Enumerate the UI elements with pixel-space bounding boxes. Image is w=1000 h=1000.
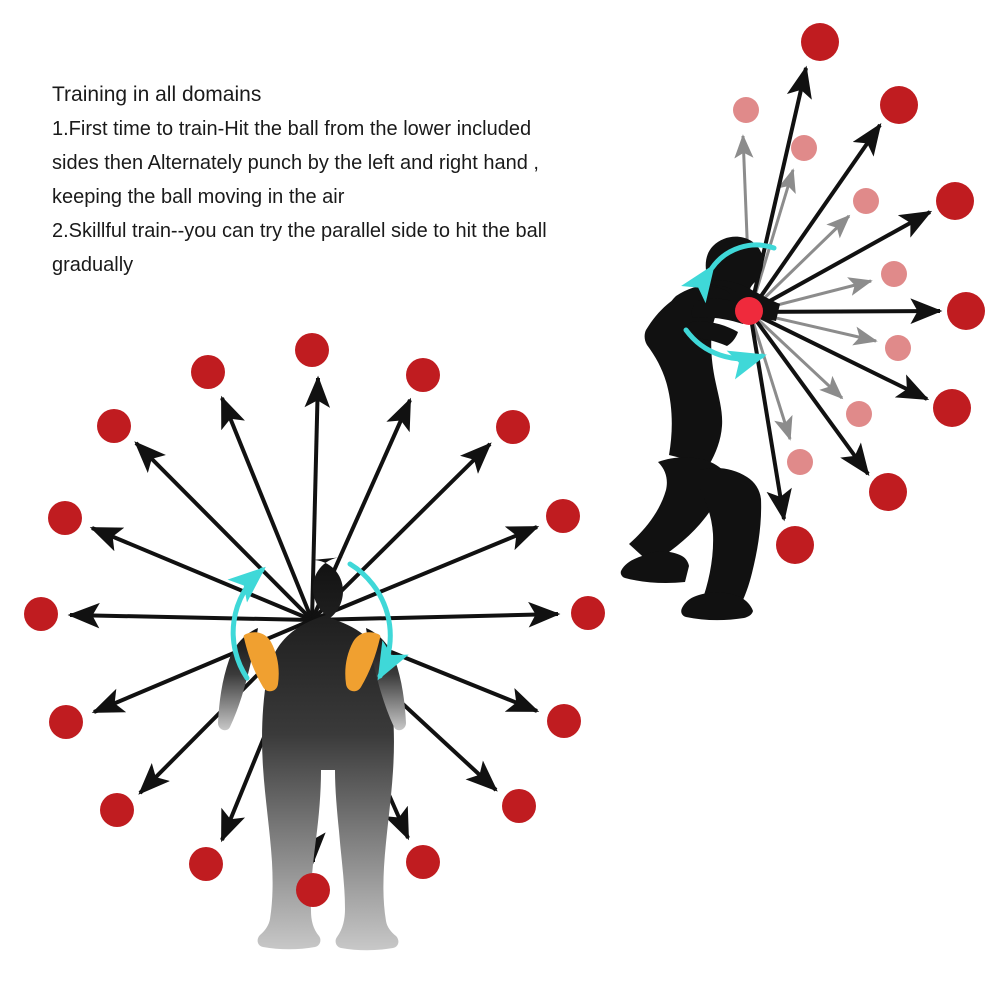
- instructions-line-4: 2.Skillful train--you can try the parallel side to hit the ball: [52, 220, 547, 242]
- black-arrow: [312, 614, 558, 620]
- black-arrow: [136, 443, 312, 620]
- instructions-line-1: 1.First time to train-Hit the ball from the lower included: [52, 118, 532, 140]
- target-ball: [406, 845, 440, 879]
- target-ball: [97, 409, 131, 443]
- faded-ball: [733, 97, 759, 123]
- target-ball: [49, 705, 83, 739]
- target-ball: [189, 847, 223, 881]
- faded-ball: [885, 335, 911, 361]
- black-arrow: [750, 311, 940, 312]
- target-ball: [296, 873, 330, 907]
- instructions-title: Training in all domains: [52, 83, 262, 106]
- side-view-boxer-scene: [621, 23, 985, 620]
- front-view-boxer-scene: [24, 333, 605, 950]
- instructions-line-3: keeping the ball moving in the air: [52, 186, 345, 208]
- target-ball: [776, 526, 814, 564]
- target-ball: [496, 410, 530, 444]
- target-ball: [406, 358, 440, 392]
- target-ball: [933, 389, 971, 427]
- target-ball: [547, 704, 581, 738]
- target-ball: [546, 499, 580, 533]
- target-ball: [880, 86, 918, 124]
- instructions-line-2: sides then Alternately punch by the left and right hand ,: [52, 152, 539, 174]
- target-ball: [48, 501, 82, 535]
- target-ball: [947, 292, 985, 330]
- side-boxer-silhouette: [621, 237, 780, 621]
- target-ball: [571, 596, 605, 630]
- black-arrow: [70, 615, 312, 620]
- faded-ball: [846, 401, 872, 427]
- faded-ball: [853, 188, 879, 214]
- instructions-line-5: gradually: [52, 254, 134, 276]
- target-ball: [24, 597, 58, 631]
- faded-ball: [787, 449, 813, 475]
- target-ball: [295, 333, 329, 367]
- target-ball: [191, 355, 225, 389]
- target-ball: [869, 473, 907, 511]
- target-ball: [100, 793, 134, 827]
- faded-ball: [791, 135, 817, 161]
- faded-ball: [881, 261, 907, 287]
- target-ball: [801, 23, 839, 61]
- side-faded-ball-group: [733, 97, 911, 475]
- side-black-arrow-group: [750, 68, 940, 519]
- side-ball-group: [776, 23, 985, 564]
- target-ball: [936, 182, 974, 220]
- active-ball: [735, 297, 763, 325]
- target-ball: [502, 789, 536, 823]
